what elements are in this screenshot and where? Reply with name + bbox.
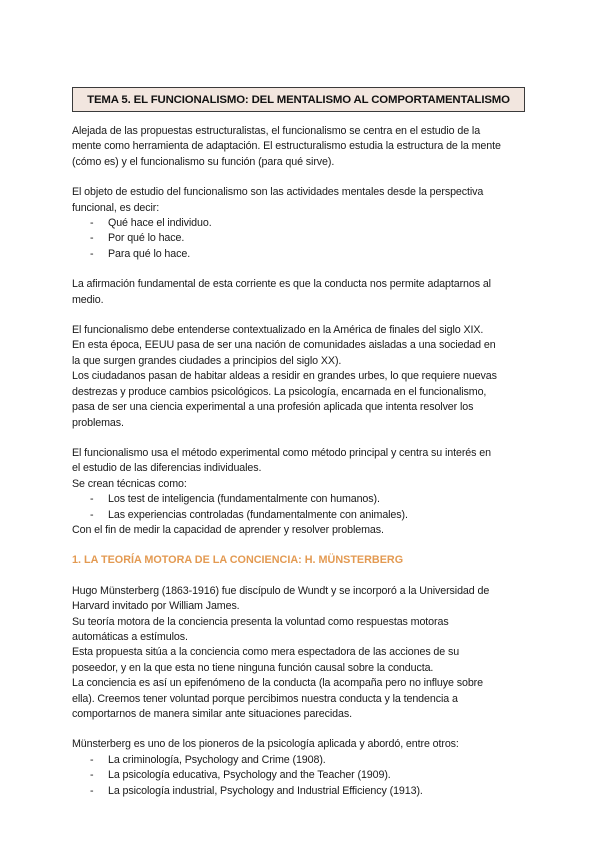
text-line: ella). Creemos tener voluntad porque percibimos nuestra conducta y la tendencia a [72, 692, 458, 705]
text-line: Hugo Münsterberg (1863-1916) fue discípulo de Wundt y se incorporó a la Universidad de [72, 584, 490, 597]
section-heading: 1. LA TEORÍA MOTORA DE LA CONCIENCIA: H. MÜNSTERBERG [72, 554, 404, 567]
list-item: - Qué hace el individuo. [72, 216, 528, 231]
text-line: mente como herramienta de adaptación. El estructuralismo estudia la estructura de la mente [72, 140, 501, 153]
text-line: (cómo es) y el funcionalismo su función (para qué sirve). [72, 155, 335, 168]
text-line: problemas. [72, 416, 124, 429]
list-item: - La psicología industrial, Psychology and Industrial Efficiency (1913). [72, 784, 528, 799]
list-item: - Las experiencias controladas (fundamentalmente con animales). [72, 508, 528, 523]
text-line: comportarnos de manera similar ante situaciones parecidas. [72, 708, 352, 720]
text-line: El funcionalismo usa el método experimental como método principal y centra su interés en [72, 446, 491, 459]
list-item: - Para qué lo hace. [72, 247, 528, 262]
page-title: TEMA 5. EL FUNCIONALISMO: DEL MENTALISMO AL COMPORTAMENTALISMO [87, 93, 510, 106]
text-line: poseedor, y en la que esta no tiene ninguna función causal sobre la conducta. [72, 661, 434, 674]
text-line: el estudio de las diferencias individuales. [72, 462, 262, 475]
paragraph-context [72, 323, 528, 431]
text-line: medio. [72, 293, 104, 306]
text-line: El funcionalismo debe entenderse contextualizado en la América de finales del siglo XIX. [72, 324, 484, 337]
text-line: Esta propuesta sitúa a la conciencia como mera espectadora de las acciones de su [72, 646, 460, 659]
list-item: - La psicología educativa, Psychology and the Teacher (1909). [72, 768, 528, 783]
text-line: En esta época, EEUU pasa de ser una nación de comunidades aisladas a una sociedad en [72, 339, 496, 352]
text-line: Münsterberg es uno de los pioneros de la psicología aplicada y abordó, entre otros: [72, 738, 459, 751]
text-line: La conciencia es así un epifenómeno de la conducta (la acompaña pero no influye sobre [72, 677, 483, 690]
title-box [72, 87, 525, 112]
text-line: pasa de ser una ciencia experimental a una profesión aplicada que intenta resolver los [72, 401, 474, 414]
text-line: la que surgen grandes ciudades a principios del siglo XX). [72, 354, 342, 367]
text-line: Con el fin de medir la capacidad de aprender y resolver problemas. [72, 523, 384, 536]
text-line: Los ciudadanos pasan de habitar aldeas a residir en grandes urbes, lo que requiere nuevas [72, 370, 497, 383]
works-list [72, 753, 528, 799]
functional-list [72, 216, 528, 262]
text-line: destrezas y produce cambios psicológicos. La psicología, encarnada en el funcionalismo, [72, 385, 487, 398]
techniques-list [72, 492, 528, 523]
paragraph-intro [72, 124, 528, 170]
list-item: - La criminología, Psychology and Crime (1908). [72, 753, 528, 768]
text-line: automáticas a estímulos. [72, 630, 188, 643]
paragraph-method [72, 446, 528, 538]
list-item: - Por qué lo hace. [72, 231, 528, 246]
paragraph-object-of-study [72, 185, 528, 262]
list-item: - Los test de inteligencia (fundamentalmente con humanos). [72, 492, 528, 507]
text-line: Alejada de las propuestas estructuralistas, el funcionalismo se centra en el estudio de la [72, 125, 481, 137]
text-line: Harvard invitado por William James. [72, 600, 240, 613]
paragraph-munsterberg [72, 584, 528, 723]
text-line: Se crean técnicas como: [72, 477, 187, 490]
paragraph-fundamental-claim [72, 277, 528, 308]
paragraph-applied-psychology [72, 737, 528, 799]
text-line: El objeto de estudio del funcionalismo son las actividades mentales desde la perspectiva [72, 186, 484, 199]
text-line: Su teoría motora de la conciencia presenta la voluntad como respuestas motoras [72, 615, 449, 628]
text-line: La afirmación fundamental de esta corriente es que la conducta nos permite adaptarnos al [72, 278, 491, 291]
text-line: funcional, es decir: [72, 201, 160, 214]
document-body [72, 124, 528, 799]
